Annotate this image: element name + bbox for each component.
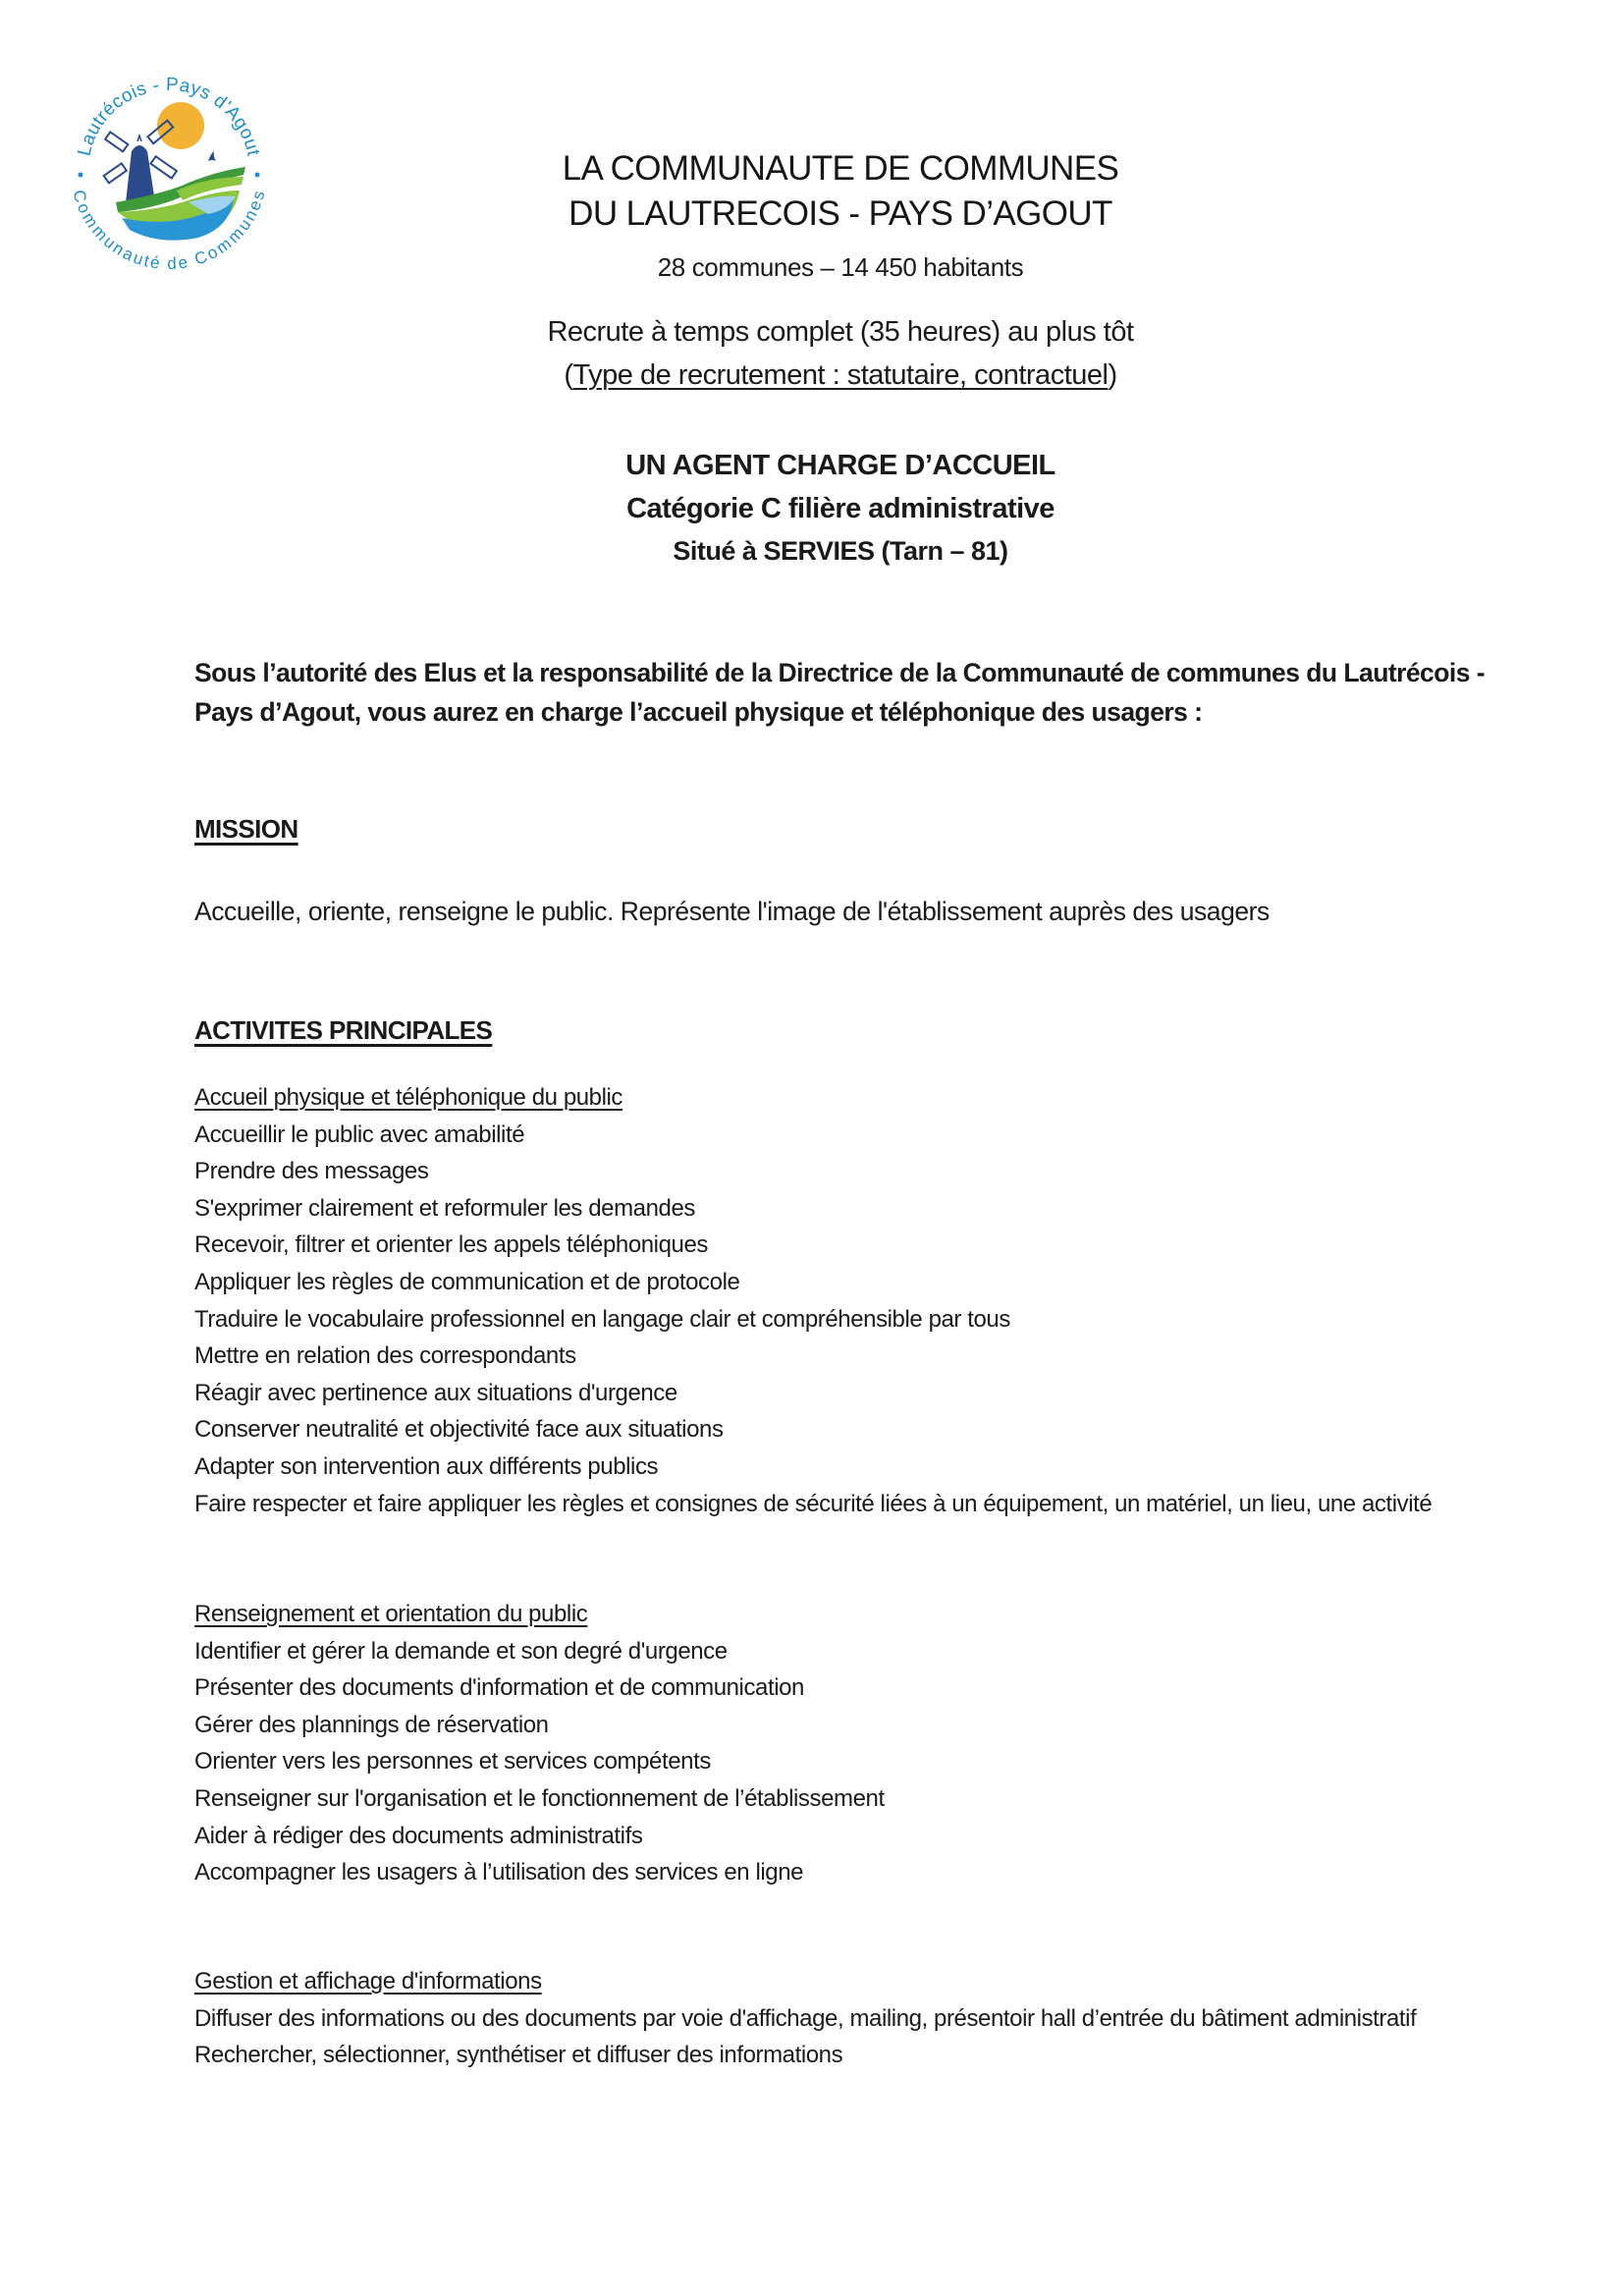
sun-icon: [157, 102, 204, 149]
list-item: S'exprimer clairement et reformuler les demandes: [194, 1194, 695, 1222]
job-title: UN AGENT CHARGE D’ACCUEIL: [625, 450, 1055, 481]
list-item: Adapter son intervention aux différents publics: [194, 1452, 659, 1480]
list-item: Accueillir le public avec amabilité: [194, 1121, 525, 1148]
recruit-type-line: [295, 359, 1386, 392]
activity-group-renseignement: [194, 1596, 1485, 1891]
windmill-icon: [104, 121, 177, 202]
group-title: Gestion et affichage d'informations: [194, 1968, 542, 1995]
list-item: Renseigner sur l'organisation et le fonctionnement de l’établissement: [194, 1784, 885, 1812]
list-item: Accompagner les usagers à l’utilisation des services en ligne: [194, 1859, 804, 1886]
paren-close: ): [1108, 359, 1117, 391]
list-item: Réagir avec pertinence aux situations d'urgence: [194, 1379, 677, 1406]
logo-dot-right: [255, 173, 260, 178]
list-item: Faire respecter et faire appliquer les règles et consignes de sécurité liées à un équipement, un matériel, un lieu, une activité: [194, 1490, 1433, 1517]
community-logo: [61, 55, 277, 271]
group-title: Accueil physique et téléphonique du public: [194, 1084, 623, 1111]
mission-text: Accueille, oriente, renseigne le public. Représente l'image de l'établissement auprès des usagers: [194, 897, 1270, 926]
job-location: Situé à SERVIES (Tarn – 81): [673, 536, 1008, 566]
population-line: 28 communes – 14 450 habitants: [657, 252, 1024, 282]
list-item: Mettre en relation des correspondants: [194, 1342, 576, 1370]
list-item: Rechercher, sélectionner, synthétiser et diffuser des informations: [194, 2042, 843, 2069]
activity-group-accueil: [194, 1079, 1485, 1522]
list-item: Conserver neutralité et objectivité face aux situations: [194, 1416, 724, 1444]
activity-group-gestion: [194, 1963, 1485, 2074]
paren-open: (: [564, 359, 573, 391]
recruit-line: Recrute à temps complet (35 heures) au plus tôt: [547, 316, 1134, 348]
group-title: Renseignement et orientation du public: [194, 1601, 588, 1627]
list-item: Identifier et gérer la demande et son degré d'urgence: [194, 1637, 728, 1665]
list-item: Prendre des messages: [194, 1158, 429, 1185]
logo-bottom-text: Communauté de Communes: [69, 188, 269, 271]
list-item: Appliquer les règles de communication et de protocole: [194, 1268, 740, 1295]
list-item: Diffuser des informations ou des documents par voie d'affichage, mailing, présentoir hall d’entrée du bâtiment administratif: [194, 2004, 1417, 2032]
org-name-line1: LA COMMUNAUTE DE COMMUNES: [562, 149, 1119, 188]
list-item: Traduire le vocabulaire professionnel en langage clair et compréhensible par tous: [194, 1305, 1010, 1333]
bird-icon: [208, 151, 216, 161]
recruit-type: Type de recrutement : statutaire, contractuel: [572, 359, 1109, 391]
mission-heading: MISSION: [194, 814, 298, 844]
list-item: Aider à rédiger des documents administratifs: [194, 1822, 643, 1849]
activities-heading: ACTIVITES PRINCIPALES: [194, 1015, 493, 1045]
list-item: Orienter vers les personnes et services compétents: [194, 1748, 711, 1776]
logo-dot-left: [79, 173, 83, 178]
list-item: Présenter des documents d'information et de communication: [194, 1674, 804, 1702]
job-category: Catégorie C filière administrative: [626, 493, 1055, 524]
org-name-line2: DU LAUTRECOIS - PAYS D’AGOUT: [568, 194, 1112, 233]
list-item: Gérer des plannings de réservation: [194, 1711, 549, 1738]
intro-paragraph: Sous l’autorité des Elus et la responsabilité de la Directrice de la Communauté de communes du Lautrécois - Pays d’Agout, vous aurez en charge l’accueil physique et téléphonique des usagers :: [194, 658, 1485, 727]
list-item: Recevoir, filtrer et orienter les appels téléphoniques: [194, 1231, 708, 1259]
logo-top-text: Lautrécois - Pays d'Agout: [74, 74, 264, 158]
